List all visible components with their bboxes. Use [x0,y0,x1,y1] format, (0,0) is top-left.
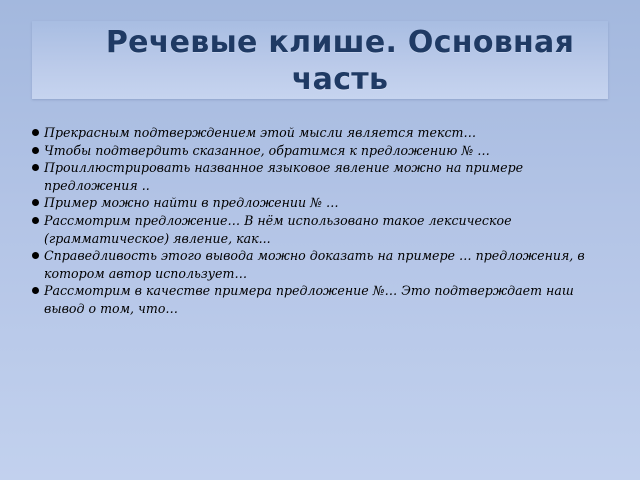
list-item [32,142,602,160]
list-item-text: Рассмотрим в качестве примера предложение №… Это подтверждает наш вывод о том, что… [44,283,574,316]
bullet-icon [32,147,39,154]
list-item [32,212,602,247]
list-item-text: Проиллюстрировать названное языковое явление можно на примере предложения .. [44,160,524,193]
title-box [32,21,608,99]
bullet-icon [32,164,39,171]
list-item [32,159,602,194]
list-item [32,282,602,317]
list-item-text: Рассмотрим предложение… В нём использовано такое лексическое (грамматическое) явление, как... [44,212,512,246]
list-item-text: Чтобы подтвердить сказанное, обратимся к предложению № … [44,142,490,158]
slide-title: Речевые клише. Основная часть [105,25,575,97]
list-item-text: Пример можно найти в предложении № … [44,195,339,211]
bullet-icon [32,252,39,259]
list-item [32,194,602,212]
bullet-icon [32,217,39,224]
cliche-list [32,124,602,318]
bullet-icon [32,199,39,206]
bullet-icon [32,129,39,136]
bullet-icon [32,287,39,294]
list-item [32,247,602,282]
list-item [32,124,602,142]
list-item-text: Справедливость этого вывода можно доказать на примере … предложения, в котором автор использует… [44,248,585,281]
list-item-text: Прекрасным подтверждением этой мысли является текст… [44,125,477,140]
